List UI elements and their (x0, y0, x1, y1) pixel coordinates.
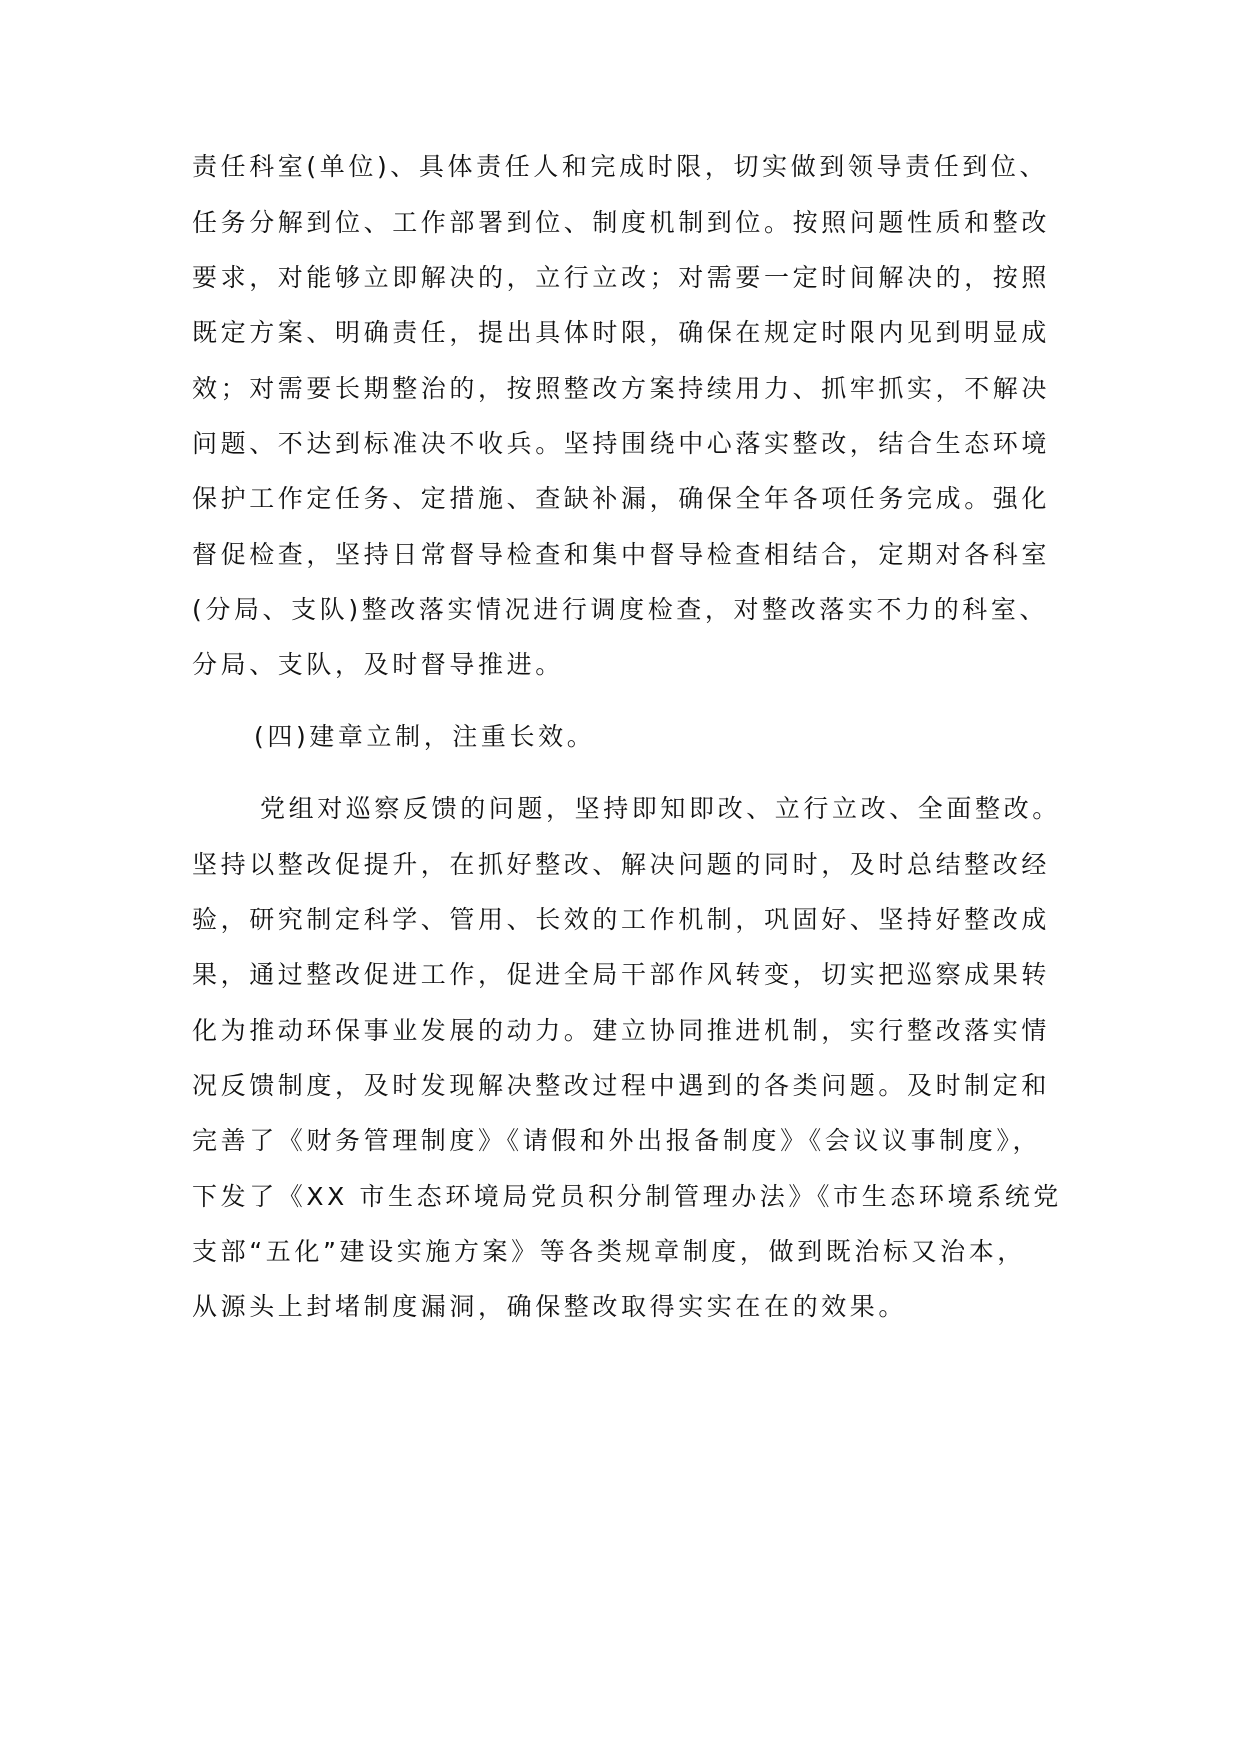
paragraph-line: 既定方案、明确责任，提出具体时限，确保在规定时限内见到明显成 (192, 318, 1051, 347)
paragraph-line: 况反馈制度，及时发现解决整改过程中遇到的各类问题。及时制定和 (192, 1071, 1051, 1100)
paragraph-line: 分局、支队，及时督导推进。 (192, 650, 564, 679)
paragraph-line: 效；对需要长期整治的，按照整改方案持续用力、抓牢抓实，不解决 (192, 374, 1051, 403)
paragraph-line: 督促检查，坚持日常督导检查和集中督导检查相结合，定期对各科室 (192, 540, 1051, 569)
paragraph-line: 坚持以整改促提升，在抓好整改、解决问题的同时，及时总结整改经 (192, 850, 1051, 879)
paragraph-line: (分局、支队)整改落实情况进行调度检查，对整改落实不力的科室、 (192, 595, 1049, 624)
paragraph-line: 问题、不达到标准决不收兵。坚持围绕中心落实整改，结合生态环境 (192, 429, 1051, 458)
paragraph-line: 保护工作定任务、定措施、查缺补漏，确保全年各项任务完成。强化 (192, 484, 1051, 513)
paragraph-line: 支部“五化”建设实施方案》等各类规章制度，做到既治标又治本， (192, 1237, 1026, 1266)
section-heading: (四)建章立制，注重长效。 (254, 722, 596, 751)
paragraph-line: 任务分解到位、工作部署到位、制度机制到位。按照问题性质和整改 (192, 208, 1051, 237)
paragraph-line: 要求，对能够立即解决的，立行立改；对需要一定时间解决的，按照 (192, 263, 1051, 292)
paragraph-line: 责任科室(单位)、具体责任人和完成时限，切实做到领导责任到位、 (192, 152, 1049, 181)
paragraph-line: 完善了《财务管理制度》《请假和外出报备制度》《会议议事制度》， (192, 1126, 1042, 1155)
paragraph-line: 下发了《XX 市生态环境局党员积分制管理办法》《市生态环境系统党 (192, 1182, 1062, 1211)
paragraph-line: 从源头上封堵制度漏洞，确保整改取得实实在在的效果。 (192, 1292, 908, 1321)
paragraph-line: 验，研究制定科学、管用、长效的工作机制，巩固好、坚持好整改成 (192, 905, 1051, 934)
paragraph-line: 党组对巡察反馈的问题，坚持即知即改、立行立改、全面整改。 (260, 794, 1061, 823)
paragraph-line: 果，通过整改促进工作，促进全局干部作风转变，切实把巡察成果转 (192, 960, 1051, 989)
paragraph-line: 化为推动环保事业发展的动力。建立协同推进机制，实行整改落实情 (192, 1016, 1051, 1045)
